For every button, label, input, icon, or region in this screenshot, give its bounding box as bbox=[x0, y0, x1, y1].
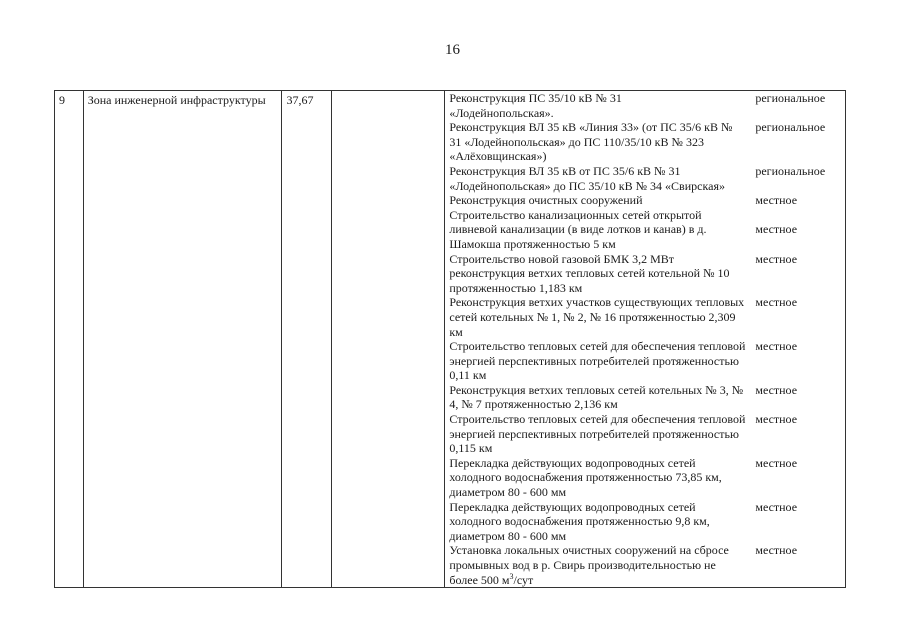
table-row bbox=[55, 91, 846, 588]
work-level: местное bbox=[755, 543, 798, 558]
work-entry bbox=[445, 412, 845, 456]
work-entry bbox=[445, 500, 845, 544]
work-description-first-line: Реконструкция ПС 35/10 кВ № 31 bbox=[449, 91, 622, 105]
work-level: местное bbox=[755, 339, 798, 354]
work-description-tail: /сут bbox=[513, 572, 534, 587]
empty-cell bbox=[331, 91, 445, 588]
work-entry bbox=[445, 252, 845, 296]
work-description: Строительство канализационных сетей открытой ливневой канализации (в виде лотков и канав) в д. Шамокша протяженностью 5 км bbox=[449, 207, 707, 251]
work-description: Строительство тепловых сетей для обеспечения тепловой энергией перспективных потребителей протяженностью 0,115 км bbox=[449, 412, 746, 456]
work-entry bbox=[445, 120, 845, 164]
work-description bbox=[445, 543, 751, 587]
work-description: Реконструкция очистных сооружений bbox=[449, 193, 643, 208]
page-number: 16 bbox=[445, 42, 460, 58]
row-number-cell: 9 bbox=[55, 91, 84, 588]
work-description: Строительство новой газовой БМК 3,2 МВт реконструкция ветхих тепловых сетей котельной № 10 протяженностью 1,183 км bbox=[449, 251, 730, 295]
works-cell bbox=[445, 91, 846, 588]
work-description: Строительство тепловых сетей для обеспечения тепловой энергией перспективных потребителей протяженностью 0,11 км bbox=[449, 339, 746, 383]
work-description: Реконструкция ветхих участков существующих тепловых сетей котельных № 1, № 2, № 16 протяженностью 2,309 км bbox=[449, 295, 745, 339]
work-level: местное bbox=[755, 382, 798, 397]
works-list bbox=[445, 91, 845, 587]
work-entry bbox=[445, 339, 845, 383]
cubic-superscript: 3 bbox=[509, 571, 514, 581]
work-entry bbox=[445, 164, 845, 193]
work-entry bbox=[445, 208, 845, 252]
work-level: региональное bbox=[755, 120, 826, 135]
zone-name-cell: Зона инженерной инфраструктуры bbox=[83, 91, 282, 588]
work-level: региональное bbox=[755, 163, 826, 178]
work-level: региональное bbox=[755, 91, 826, 105]
work-level: местное bbox=[755, 499, 798, 514]
work-description: Перекладка действующих водопроводных сетей холодного водоснабжения протяженностью 9,8 км, диаметром 80 - 600 мм bbox=[449, 499, 710, 543]
work-entry bbox=[445, 295, 845, 339]
work-description: Реконструкция ВЛ 35 кВ «Линия 33» (от ПС 35/6 кВ № 31 «Лодейнопольская» до ПС 110/35/10 кВ № 323 «Алёховщинская») bbox=[449, 120, 733, 164]
work-entry bbox=[445, 193, 845, 208]
work-level: местное bbox=[755, 193, 798, 208]
work-description-main: Установка локальных очистных сооружений на сбросе промывных вод в р. Свирь производительностью не более 500 м bbox=[449, 543, 729, 587]
work-description: Реконструкция ВЛ 35 кВ от ПС 35/6 кВ № 31 «Лодейнопольская» до ПС 35/10 кВ № 34 «Свирская» bbox=[449, 163, 725, 193]
work-level: местное bbox=[755, 455, 798, 470]
work-level: местное bbox=[755, 295, 798, 310]
work-description: Перекладка действующих водопроводных сетей холодного водоснабжения протяженностью 73,85 км, диаметром 80 - 600 мм bbox=[449, 455, 722, 500]
work-entry bbox=[445, 91, 845, 120]
work-description: Реконструкция ветхих тепловых сетей котельных № 3, № 4, № 7 протяженностью 2,136 км bbox=[449, 382, 744, 412]
work-level: местное bbox=[755, 251, 798, 266]
work-entry bbox=[445, 383, 845, 412]
registry-table bbox=[54, 90, 846, 588]
work-level: местное bbox=[755, 412, 798, 427]
area-cell: 37,67 bbox=[282, 91, 331, 588]
work-description-rest: «Лодейнопольская». bbox=[449, 105, 554, 120]
work-entry bbox=[445, 543, 845, 587]
work-description bbox=[445, 91, 751, 120]
work-entry bbox=[445, 456, 845, 500]
work-level: местное bbox=[755, 222, 798, 237]
